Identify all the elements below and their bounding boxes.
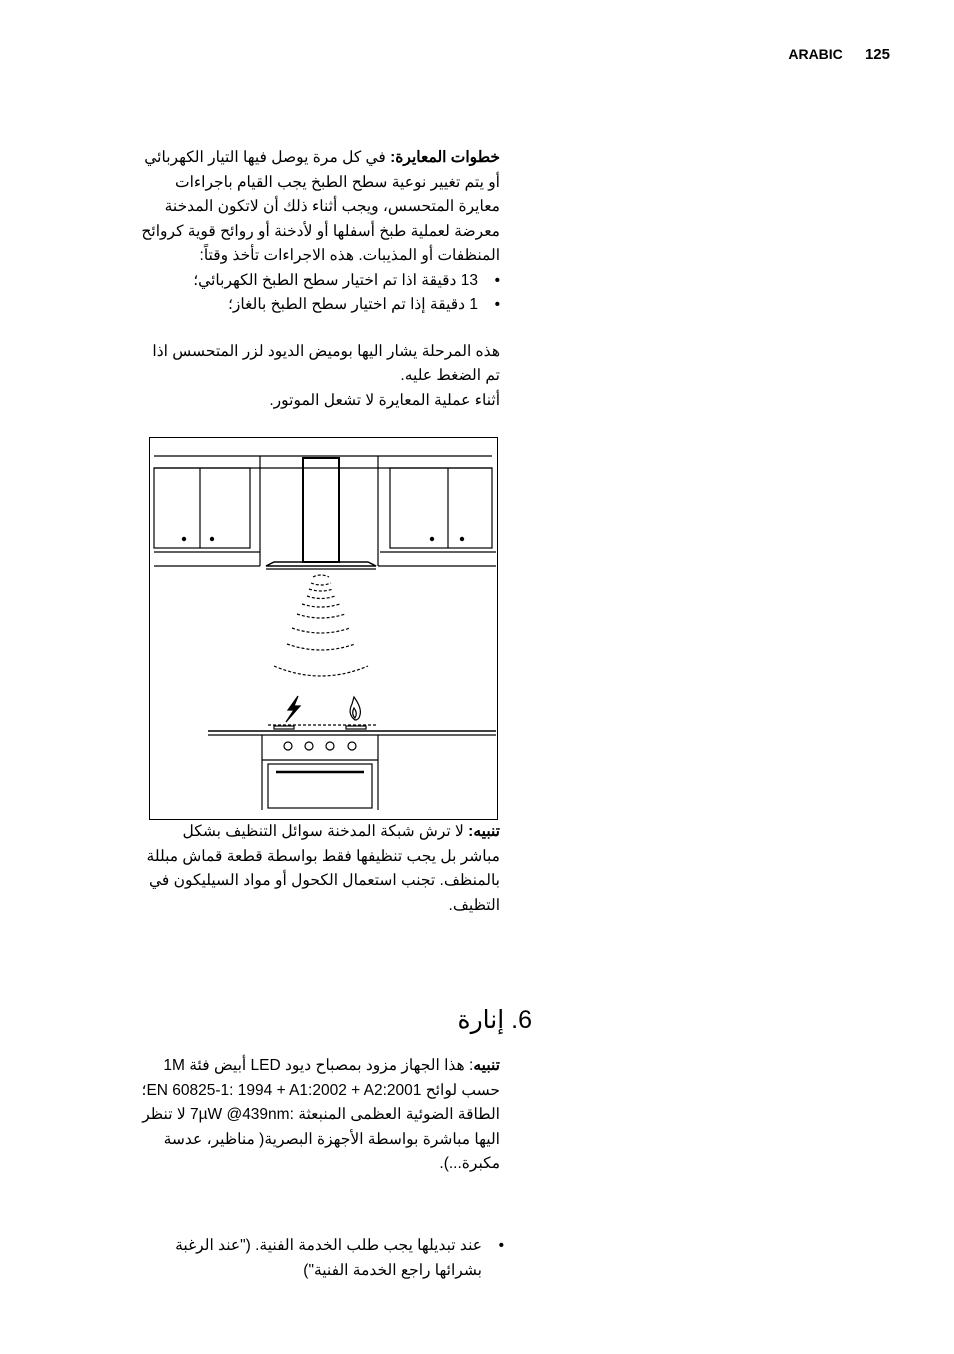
list-item: • 1 دقيقة إذا تم اختيار سطح الطبخ بالغاز؛ [140, 293, 478, 318]
calibration-list [140, 269, 500, 318]
calibration-note-led: هذه المرحلة يشار اليها بوميض الديود لزر المتحسس اذا تم الضغط عليه. [152, 342, 500, 384]
page-number: 125 [864, 46, 890, 63]
replacement-list [152, 1234, 482, 1283]
replacement-section [152, 1234, 482, 1283]
hood-illustration [149, 437, 498, 820]
led-warning-paragraph [140, 1054, 500, 1177]
section-heading: 6. إنارة [457, 1006, 532, 1034]
page-header [788, 46, 890, 63]
language-label: ARABIC [788, 46, 843, 62]
calibration-note-motor: أثناء عملية المعايرة لا تشعل الموتور. [269, 391, 500, 409]
list-item: • 13 دقيقة اذا تم اختيار سطح الطبخ الكهربائي؛ [140, 269, 478, 294]
cleaning-warning-paragraph [140, 820, 500, 918]
calibration-section [140, 146, 500, 413]
led-warning [140, 1054, 500, 1177]
warning-title: تنبيه [473, 1057, 500, 1074]
calibration-paragraph [140, 146, 500, 269]
warning-title: تنبيه: [468, 823, 500, 840]
cleaning-warning [140, 820, 500, 918]
list-item: • عند تبديلها يجب طلب الخدمة الفنية. ("عند الرغبة بشرائها راجع الخدمة الفنية") [152, 1234, 482, 1283]
warning-body: : هذا الجهاز مزود بمصباح ديود LED أبيض فئة 1M حسب لوائح EN 60825-1: 1994 + A1:2002 + A2:2001؛ الطاقة الضوئية العظمى المنبعثة 7µW ‎@439nm:‎ لا تنظر اليها مباشرة بواسطة الأجهزة البصرية( مناظير، عدسة مكبرة...). [141, 1057, 500, 1172]
calibration-body: في كل مرة يوصل فيها التيار الكهربائي أو يتم تغيير نوعية سطح الطبخ يجب القيام باجراءات معايرة المتحسس، ويجب أثناء ذلك أن لاتكون المدخنة معرضة لعملية طبخ أسفلها أو لأدخنة أو روائح قوية كروائح المنظفات أو المذيبات. هذه الاجراءات تأخذ وقتاً: [141, 149, 500, 264]
calibration-title: خطوات المعايرة: [390, 149, 500, 166]
warning-body: لا ترش شبكة المدخنة سوائل التنظيف بشكل مباشر بل يجب تنظيفها فقط بواسطة قطعة قماش مبللة بالمنظف. تجنب استعمال الكحول أو مواد السيليكون في التظيف. [146, 823, 500, 914]
